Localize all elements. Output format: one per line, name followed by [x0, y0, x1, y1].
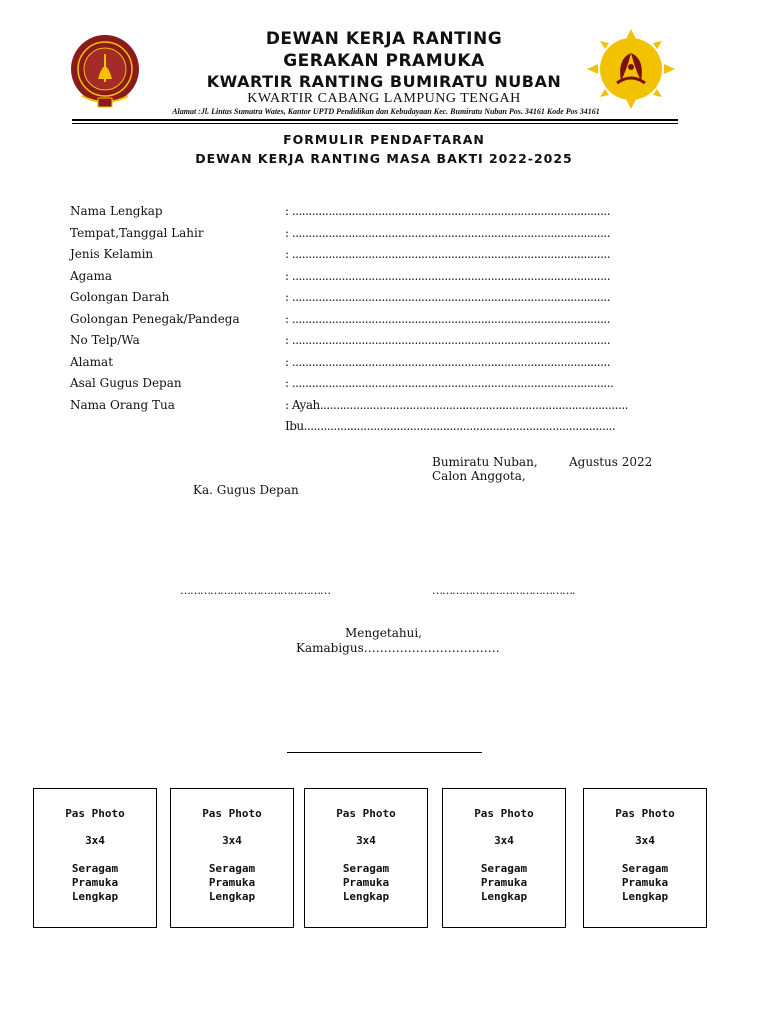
photo-box[interactable]: [170, 788, 294, 928]
field-label: Agama: [70, 268, 113, 283]
field-label: Golongan Penegak/Pandega: [70, 311, 240, 326]
photo-note: Pramuka: [342, 876, 390, 889]
field-label: Jenis Kelamin: [70, 247, 154, 261]
field-blank[interactable]: : ................................................................................................: [285, 247, 611, 261]
photo-size: 3x4: [85, 834, 105, 847]
photo-size: 3x4: [222, 834, 242, 847]
sign-date: Agustus 2022: [569, 455, 653, 469]
field-row: [70, 397, 628, 420]
sign-calon-anggota: Calon Anggota,: [432, 469, 526, 483]
field-label: Golongan Darah: [70, 290, 170, 304]
photo-label: Pas Photo: [336, 807, 396, 820]
photo-note: Pramuka: [71, 876, 119, 889]
field-label: No Telp/Wa: [70, 333, 140, 347]
kwartir-cabang: KWARTIR CABANG LAMPUNG TENGAH: [247, 91, 521, 106]
signature-blank-left[interactable]: ………………………………………: [180, 584, 330, 597]
field-blank[interactable]: : Ayah.............................................................................................: [285, 397, 628, 412]
photo-label: Pas Photo: [202, 807, 262, 820]
photo-size: 3x4: [356, 834, 376, 847]
photo-note: Seragam: [71, 862, 119, 875]
letterhead: [0, 0, 768, 130]
field-blank[interactable]: : ................................................................................................: [285, 290, 611, 304]
field-row: [70, 290, 611, 312]
kwartir-ranting: KWARTIR RANTING BUMIRATU NUBAN: [206, 72, 562, 91]
field-blank[interactable]: Ibu..............................................................................................: [285, 419, 616, 433]
header-rule-thick: [72, 119, 678, 121]
photo-note: Pramuka: [480, 876, 528, 889]
address: Alamat :Jl. Lintas Sumatra Wates, Kantor UPTD Pendidikan dan Kebudayaan Kec. Bumiratu Nuban Pos. 34161 Kode Pos 34161: [172, 107, 600, 116]
form-title: FORMULIR PENDAFTARAN: [283, 132, 485, 147]
photo-note: Seragam: [342, 862, 390, 875]
field-label: Alamat: [70, 354, 114, 369]
header-rule-thin: [72, 123, 678, 124]
photo-note: Seragam: [208, 862, 256, 875]
field-blank[interactable]: : ................................................................................................: [285, 311, 611, 326]
kamabigus-signature-line: [287, 752, 482, 753]
field-label: Nama Lengkap: [70, 204, 163, 218]
photo-label: Pas Photo: [615, 807, 675, 820]
registration-fields: [70, 204, 628, 441]
movement-name: GERAKAN PRAMUKA: [283, 51, 485, 71]
photo-note: Lengkap: [480, 890, 528, 903]
field-row: [70, 247, 611, 269]
photo-box[interactable]: [304, 788, 428, 928]
photo-note: Lengkap: [621, 890, 669, 903]
field-blank[interactable]: : ................................................................................................: [285, 354, 611, 369]
field-label: Tempat,Tanggal Lahir: [70, 225, 204, 240]
signature-blank-right[interactable]: …………………………………….: [432, 584, 575, 597]
field-row: [70, 354, 611, 377]
photo-note: Pramuka: [621, 876, 669, 889]
photo-label: Pas Photo: [65, 807, 125, 820]
photo-boxes: [0, 788, 768, 928]
field-blank[interactable]: : ................................................................................................: [285, 225, 611, 240]
mengetahui-label: Mengetahui,: [345, 626, 422, 640]
photo-size: 3x4: [494, 834, 514, 847]
photo-note: Seragam: [621, 862, 669, 875]
field-row: [70, 311, 611, 334]
field-blank[interactable]: : ................................................................................................: [285, 204, 611, 218]
form-subtitle: DEWAN KERJA RANTING MASA BAKTI 2022-2025: [195, 151, 573, 166]
sign-place: Bumiratu Nuban,: [432, 455, 538, 469]
tunas-kelapa-emblem-icon: [585, 28, 677, 110]
kamabigus-label: Kamabigus…………………………….: [296, 641, 500, 655]
field-blank[interactable]: : ................................................................................................: [285, 333, 611, 347]
field-row: [70, 333, 611, 355]
sign-ka-gugus-depan: Ka. Gugus Depan: [193, 483, 299, 497]
photo-label: Pas Photo: [474, 807, 534, 820]
org-name: DEWAN KERJA RANTING: [265, 29, 503, 49]
field-row: [70, 204, 611, 226]
field-row: [70, 225, 611, 248]
photo-note: Pramuka: [208, 876, 256, 889]
photo-box[interactable]: [33, 788, 157, 928]
photo-note: Lengkap: [71, 890, 119, 903]
photo-note: Lengkap: [208, 890, 256, 903]
field-row: [70, 268, 611, 291]
field-label: Nama Orang Tua: [70, 397, 175, 412]
field-row: [70, 376, 614, 398]
field-label: Asal Gugus Depan: [70, 376, 182, 390]
photo-size: 3x4: [635, 834, 655, 847]
photo-note: Lengkap: [342, 890, 390, 903]
photo-box[interactable]: [442, 788, 566, 928]
photo-box[interactable]: [583, 788, 707, 928]
photo-note: Seragam: [480, 862, 528, 875]
field-row: [70, 419, 616, 441]
field-blank[interactable]: : ................................................................................................: [285, 268, 611, 283]
field-blank[interactable]: : .................................................................................................: [285, 376, 614, 390]
